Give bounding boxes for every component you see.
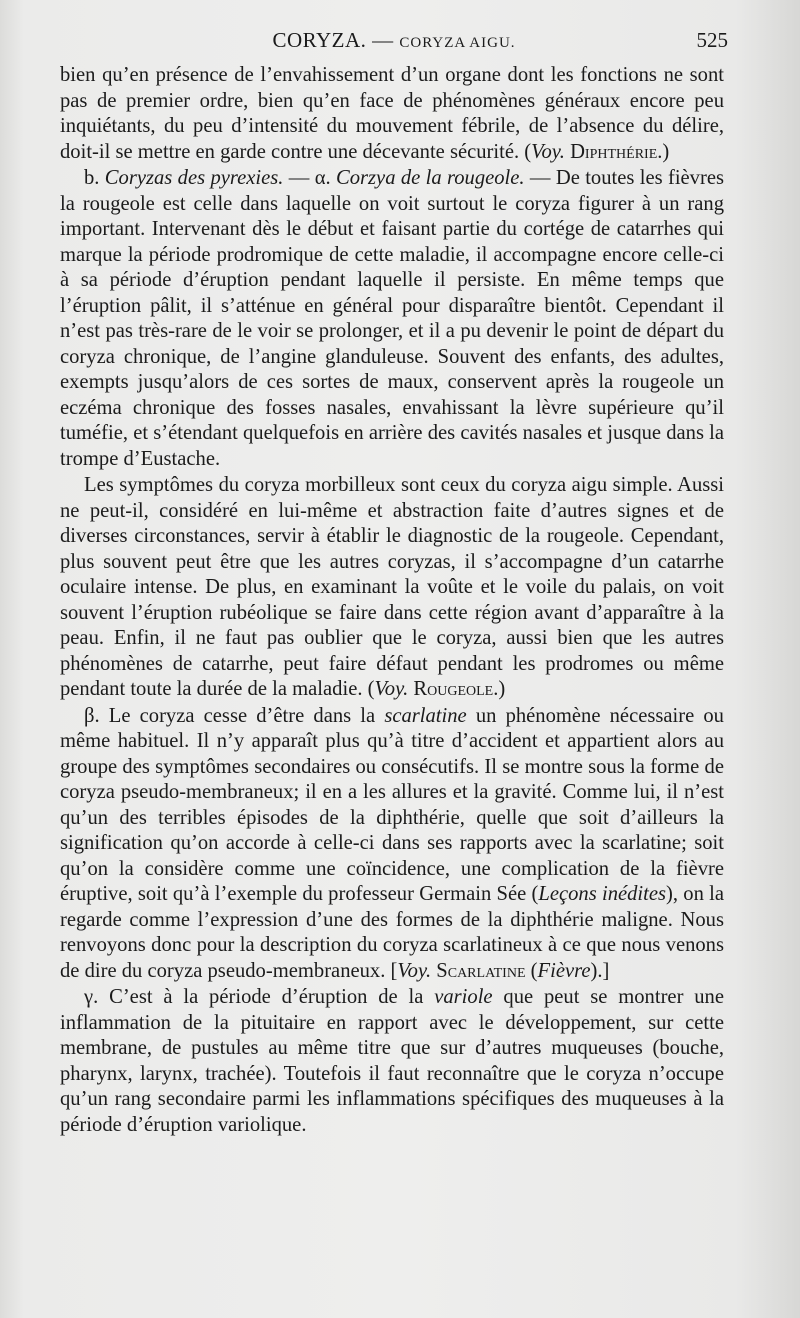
voy-ref: Voy. [397, 959, 432, 982]
page-number: 525 [696, 28, 728, 52]
disease-term: variole [434, 986, 493, 1008]
voy-ref: Voy. [531, 140, 565, 163]
cross-reference-sub: Fièvre [537, 959, 591, 982]
cross-reference: Rougeole [413, 678, 494, 700]
citation-title: Leçons inédites [538, 883, 667, 905]
running-title [60, 28, 728, 53]
running-title-sub: CORYZA AIGU. [399, 35, 516, 51]
cross-reference: Scarlatine [436, 959, 526, 982]
subsection-heading: Corzya de la rougeole. [336, 167, 525, 189]
section-heading: Coryzas des pyrexies. [104, 167, 284, 189]
body-text [60, 63, 724, 1139]
running-title-dash: — [366, 28, 400, 52]
cross-reference: Diphthérie [570, 140, 658, 163]
paragraph-continuation: bien qu’en présence de l’envahissement d’un organe dont les fonctions ne sont pas de premier ordre, bien qu’en face de phénomènes généraux encore peu inquiétants, du peu d’intensité du mouvement fébrile, de l’absence du délire, doit-il se mettre en garde contre une décevante sécurité. (Voy. Diphthérie.) [60, 64, 724, 163]
running-head [60, 28, 728, 58]
paragraph-symptomes: Les symptômes du coryza morbilleux sont ceux du coryza aigu simple. Aussi ne peut-il, considéré en lui-même et abstraction faite d’autres signes et de diverses circonstances, servir à établir le diagnostic de la rougeole. Cependant, plus souvent peut être que les autres coryzas, il s’accompagne d’un catarrhe oculaire intense. De plus, en examinant la voûte et le voile du palais, on voit souvent l’éruption rubéolique se faire dans cette région avant d’apparaître à la peau. Enfin, il ne faut pas oublier que le coryza, aussi bien que les autres phénomènes de catarrhe, peut faire défaut pendant les prodromes ou même pendant toute la durée de la maladie. (Voy. Rougeole.) [60, 474, 724, 700]
voy-ref: Voy. [374, 678, 409, 700]
disease-term: scarlatine [384, 704, 467, 727]
paragraph-scarlatine: β. Le coryza cesse d’être dans la scarlatine un phénomène nécessaire ou même habituel. Il n’y apparaît plus qu’à titre d’accident et appartient alors au groupe des symptômes secondaires ou consécutifs. Il se montre sous la forme de coryza pseudo-membraneux; il en a les allures et la gravité. Comme lui, il n’est qu’un des terribles épisodes de la diphthérie, quelle que soit d’ailleurs la signification qu’on accorde à celle-ci dans ses rapports avec la scarlatine; soit qu’on la considère comme une coïncidence, une complication de la fièvre éruptive, soit qu’à l’exemple du professeur Germain Sée (Leçons inédites), on la regarde comme l’expression d’une des formes de la diphthérie maligne. Nous renvoyons donc pour la description du coryza scarlatineux à ce que nous venons de dire du coryza pseudo-membraneux. [Voy. Scarlatine (Fièvre).] [60, 704, 725, 982]
paragraph-rougeole: b. Coryzas des pyrexies. — α. Corzya de la rougeole. — De toutes les fièvres la rougeole est celle dans laquelle on voit surtout le coryza figurer à un rang important. Intervenant dès le début et faisant partie du cortége de catarrhes qui marque la période prodromique de cette maladie, il accompagne encore celle-ci à sa période d’éruption pendant laquelle il persiste. En même temps que l’éruption pâlit, il s’atténue en général pour disparaître bientôt. Cependant il n’est pas très-rare de le voir se prolonger, et il a pu devenir le point de départ du coryza chronique, de l’angine glanduleuse. Souvent des enfants, des adultes, exempts jusqu’alors de ces sortes de maux, conservent après la rougeole un eczéma chronique des fosses nasales, envahissant la lèvre supérieure qu’il tuméfie, et s’étendant quelquefois en arrière des cavités nasales et jusque dans la trompe d’Eustache. [60, 167, 724, 470]
running-title-main: CORYZA. [272, 28, 367, 52]
paragraph-variole: γ. C’est à la période d’éruption de la variole que peut se montrer une inflammation de la pituitaire en rapport avec le développement, sur cette membrane, de pustules au même titre que sur d’autres muqueuses (bouche, pharynx, larynx, trachée). Toutefois il faut reconnaître que le coryza n’occupe qu’un rang secondaire parmi les inflammations spécifiques des muqueuses à la période d’éruption variolique. [60, 986, 724, 1136]
